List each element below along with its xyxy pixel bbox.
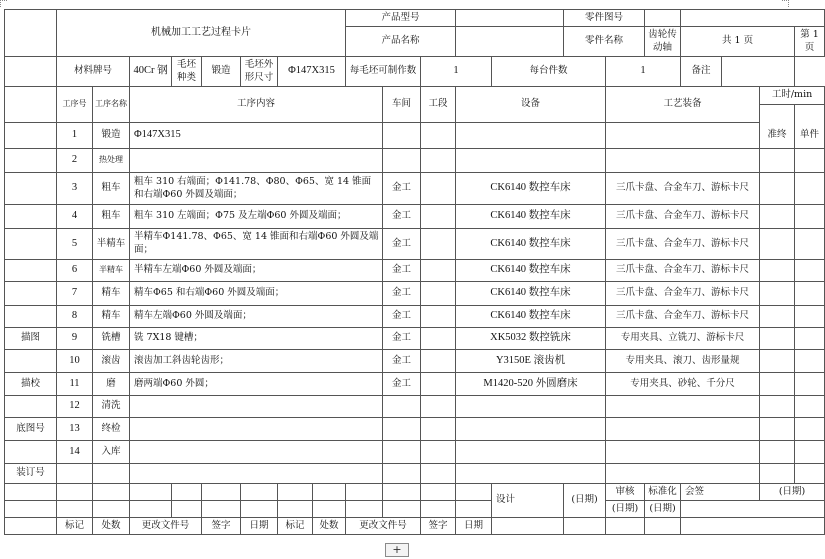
- op-content: Φ147X315: [130, 123, 383, 149]
- op-content: [130, 418, 383, 441]
- side-label-binding-no: 装订号: [5, 464, 57, 484]
- op-name: 磨: [93, 373, 130, 396]
- sign-cell[interactable]: [130, 501, 172, 518]
- sign-cell[interactable]: [278, 484, 313, 501]
- op-content: 铣 7X18 键槽；: [130, 328, 383, 350]
- op-equipment: [456, 123, 606, 149]
- review-date[interactable]: (日期): [606, 501, 645, 518]
- op-content: 磨两端Φ60 外圆；: [130, 373, 383, 396]
- op-name: 入库: [93, 441, 130, 464]
- parts-per-blank-value: 1: [421, 57, 492, 87]
- op-equipment: [456, 149, 606, 173]
- op-section: [421, 260, 456, 282]
- op-section: [421, 350, 456, 373]
- op-name: 滚齿: [93, 350, 130, 373]
- op-section: [421, 229, 456, 260]
- op-equipment: [456, 441, 606, 464]
- margin-blank: [5, 441, 57, 464]
- op-unit-time: [795, 149, 825, 173]
- op-equipment: XK5032 数控铣床: [456, 328, 606, 350]
- side-label-base-drawing-no: 底图号: [5, 418, 57, 441]
- op-name: 粗车: [93, 205, 130, 229]
- blank-cell: [130, 464, 383, 484]
- corner-blank: [5, 10, 57, 57]
- process-card-table: [4, 9, 825, 535]
- sign-cell[interactable]: [57, 501, 93, 518]
- col-header-workshop: 车间: [383, 87, 421, 123]
- blank-cell: [93, 464, 130, 484]
- sign-cell[interactable]: [202, 501, 241, 518]
- op-tooling: 三爪卡盘、合金车刀、游标卡尺: [606, 229, 760, 260]
- op-workshop: 金工: [383, 260, 421, 282]
- margin-blank: [5, 87, 57, 123]
- op-name: 终检: [93, 418, 130, 441]
- part-drawing-no-value[interactable]: [681, 10, 825, 27]
- op-equipment: M1420-520 外圆磨床: [456, 373, 606, 396]
- op-no: 10: [57, 350, 93, 373]
- blank-type-label: 毛坯种类: [172, 57, 202, 87]
- sign-cell[interactable]: [93, 501, 130, 518]
- margin-blank: [5, 518, 57, 535]
- op-section: [421, 373, 456, 396]
- col-header-op-no: 工序号: [57, 87, 93, 123]
- design-label: 设计: [492, 484, 564, 518]
- op-prep-time: [760, 373, 795, 396]
- op-name: 热处理: [93, 149, 130, 173]
- blank-cell: [564, 518, 606, 535]
- op-content: 半精车Φ141.78、Φ65、宽 14 锥面和右端Φ60 外圆及端面；: [130, 229, 383, 260]
- remarks-label: 备注: [681, 57, 722, 87]
- op-unit-time: [795, 282, 825, 306]
- op-equipment: Y3150E 滚齿机: [456, 350, 606, 373]
- margin-blank: [5, 282, 57, 306]
- op-unit-time: [795, 396, 825, 418]
- sign-cell[interactable]: [421, 484, 456, 501]
- side-label-trace: 描图: [5, 328, 57, 350]
- page-number: 第 1 页: [795, 27, 825, 57]
- op-prep-time: [760, 418, 795, 441]
- op-no: 12: [57, 396, 93, 418]
- op-unit-time: [795, 205, 825, 229]
- op-name: 半精车: [93, 229, 130, 260]
- op-name: 锻造: [93, 123, 130, 149]
- part-name-label: 零件名称: [564, 27, 645, 57]
- op-content: 滚齿加工斜齿轮齿形；: [130, 350, 383, 373]
- margin-blank: [5, 205, 57, 229]
- op-content: [130, 441, 383, 464]
- hours-blank-right: [795, 105, 825, 123]
- op-no: 3: [57, 173, 93, 205]
- op-no: 4: [57, 205, 93, 229]
- op-no: 6: [57, 260, 93, 282]
- op-section: [421, 149, 456, 173]
- op-workshop: 金工: [383, 373, 421, 396]
- op-prep-time: [760, 396, 795, 418]
- op-name: 清洗: [93, 396, 130, 418]
- countersign-date[interactable]: (日期): [760, 484, 825, 501]
- col-header-equipment: 设备: [456, 87, 606, 123]
- footer-change-doc-label: 更改文件号: [346, 518, 421, 535]
- op-workshop: 金工: [383, 306, 421, 328]
- part-drawing-no-label: 零件图号: [564, 10, 645, 27]
- margin-blank: [5, 173, 57, 205]
- margin-blank: [5, 396, 57, 418]
- blank-cell: [645, 518, 681, 535]
- op-unit-time: [795, 350, 825, 373]
- op-content: 半精车左端Φ60 外圆及端面；: [130, 260, 383, 282]
- sign-cell[interactable]: [93, 484, 130, 501]
- hours-prep-label: 准终: [760, 123, 795, 149]
- op-equipment: CK6140 数控车床: [456, 205, 606, 229]
- op-section: [421, 396, 456, 418]
- parts-per-blank-label: 每毛坯可制作数: [346, 57, 421, 87]
- op-prep-time: [760, 149, 795, 173]
- margin-blank: [5, 350, 57, 373]
- op-no: 1: [57, 123, 93, 149]
- sign-cell[interactable]: [202, 484, 241, 501]
- review-label: 审核: [606, 484, 645, 501]
- sign-cell[interactable]: [130, 484, 172, 501]
- sign-cell[interactable]: [346, 501, 383, 518]
- op-unit-time: [795, 418, 825, 441]
- margin-blank: [5, 306, 57, 328]
- parts-per-machine-label: 每台件数: [492, 57, 606, 87]
- product-model-value[interactable]: [456, 10, 564, 27]
- blank-cell: [421, 464, 456, 484]
- op-content: [130, 396, 383, 418]
- op-workshop: 金工: [383, 328, 421, 350]
- countersign-label: 会签: [681, 484, 760, 501]
- op-prep-time: [760, 441, 795, 464]
- sign-cell[interactable]: [346, 484, 383, 501]
- op-section: [421, 205, 456, 229]
- margin-blank: [5, 260, 57, 282]
- standardize-date[interactable]: (日期): [645, 501, 681, 518]
- op-content: 粗车 310 右端面；Φ141.78、Φ80、Φ65、宽 14 锥面和右端Φ60 外圆及端面；: [130, 173, 383, 205]
- col-header-tooling: 工艺装备: [606, 87, 760, 123]
- product-name-label: 产品名称: [346, 27, 456, 57]
- blank-cell: [57, 464, 93, 484]
- sign-cell[interactable]: [278, 501, 313, 518]
- margin-blank: [5, 229, 57, 260]
- margin-blank: [5, 57, 57, 87]
- footer-signature-label: 签字: [421, 518, 456, 535]
- op-equipment: CK6140 数控车床: [456, 306, 606, 328]
- op-no: 13: [57, 418, 93, 441]
- product-name-value[interactable]: [456, 27, 564, 57]
- col-header-section: 工段: [421, 87, 456, 123]
- blank-size-label: 毛坯外形尺寸: [241, 57, 278, 87]
- op-tooling: 三爪卡盘、合金车刀、游标卡尺: [606, 306, 760, 328]
- op-section: [421, 306, 456, 328]
- op-no: 7: [57, 282, 93, 306]
- op-section: [421, 418, 456, 441]
- product-model-label: 产品型号: [346, 10, 456, 27]
- parts-per-machine-value: 1: [606, 57, 681, 87]
- op-no: 5: [57, 229, 93, 260]
- sign-cell[interactable]: [313, 501, 346, 518]
- footer-count-label: 处数: [313, 518, 346, 535]
- card-title: 机械加工工艺过程卡片: [57, 10, 346, 57]
- op-no: 11: [57, 373, 93, 396]
- op-equipment: CK6140 数控车床: [456, 282, 606, 306]
- op-tooling: [606, 441, 760, 464]
- op-unit-time: [795, 328, 825, 350]
- sign-cell[interactable]: [313, 484, 346, 501]
- op-unit-time: [795, 229, 825, 260]
- blank-cell: [492, 518, 564, 535]
- op-workshop: 金工: [383, 282, 421, 306]
- op-tooling: [606, 123, 760, 149]
- op-prep-time: [760, 306, 795, 328]
- op-prep-time: [760, 173, 795, 205]
- page-corner-mark-left: [0, 0, 7, 7]
- blank-cell: [606, 464, 760, 484]
- op-no: 14: [57, 441, 93, 464]
- op-tooling: [606, 418, 760, 441]
- margin-blank: [5, 501, 57, 518]
- remarks-value[interactable]: [722, 57, 795, 87]
- sign-cell[interactable]: [456, 484, 492, 501]
- footer-signature-label: 签字: [202, 518, 241, 535]
- op-prep-time: [760, 260, 795, 282]
- margin-blank: [5, 149, 57, 173]
- op-equipment: [456, 418, 606, 441]
- part-drawing-no-aux[interactable]: [645, 10, 681, 27]
- op-unit-time: [795, 173, 825, 205]
- op-no: 2: [57, 149, 93, 173]
- footer-change-doc-label: 更改文件号: [130, 518, 202, 535]
- op-prep-time: [760, 328, 795, 350]
- op-name: 半精车: [93, 260, 130, 282]
- op-tooling: 三爪卡盘、合金车刀、游标卡尺: [606, 173, 760, 205]
- op-workshop: [383, 441, 421, 464]
- op-workshop: 金工: [383, 205, 421, 229]
- op-unit-time: [795, 441, 825, 464]
- op-section: [421, 123, 456, 149]
- sign-cell[interactable]: [172, 501, 202, 518]
- col-header-hours: 工时/min: [760, 87, 825, 105]
- sign-cell[interactable]: [241, 501, 278, 518]
- blank-type-value: 锻造: [202, 57, 241, 87]
- op-tooling: 专用夹具、立铣刀、游标卡尺: [606, 328, 760, 350]
- footer-count-label: 处数: [93, 518, 130, 535]
- op-prep-time: [760, 229, 795, 260]
- blank-cell: [456, 464, 606, 484]
- op-section: [421, 441, 456, 464]
- op-no: 8: [57, 306, 93, 328]
- op-name: 粗车: [93, 173, 130, 205]
- op-unit-time: [795, 373, 825, 396]
- op-no: 9: [57, 328, 93, 350]
- op-content: 精车左端Φ60 外圆及端面；: [130, 306, 383, 328]
- op-workshop: 金工: [383, 173, 421, 205]
- op-content: 粗车 310 左端面；Φ75 及左端Φ60 外圆及端面；: [130, 205, 383, 229]
- hours-unit-label: 单件: [795, 123, 825, 149]
- op-name: 精车: [93, 306, 130, 328]
- sign-cell[interactable]: [383, 501, 421, 518]
- design-date[interactable]: (日期): [564, 484, 606, 518]
- sign-cell[interactable]: [383, 484, 421, 501]
- op-equipment: CK6140 数控车床: [456, 260, 606, 282]
- countersign-blank[interactable]: [681, 501, 825, 518]
- col-header-op-name: 工序名称: [93, 87, 130, 123]
- op-tooling: 三爪卡盘、合金车刀、游标卡尺: [606, 260, 760, 282]
- op-equipment: [456, 396, 606, 418]
- sign-cell[interactable]: [421, 501, 456, 518]
- side-label-trace-check: 描校: [5, 373, 57, 396]
- op-workshop: [383, 418, 421, 441]
- add-row-button[interactable]: +: [385, 543, 409, 557]
- page-corner-mark-right: [782, 0, 789, 7]
- blank-size-value: Φ147X315: [278, 57, 346, 87]
- op-section: [421, 282, 456, 306]
- blank-cell: [681, 518, 825, 535]
- sign-cell[interactable]: [456, 501, 492, 518]
- total-pages: 共 1 页: [681, 27, 795, 57]
- standardize-label: 标准化: [645, 484, 681, 501]
- blank-cell: [795, 464, 825, 484]
- op-tooling: 专用夹具、砂轮、千分尺: [606, 373, 760, 396]
- footer-mark-label: 标记: [57, 518, 93, 535]
- margin-blank: [5, 484, 57, 501]
- margin-blank: [5, 123, 57, 149]
- col-header-op-content: 工序内容: [130, 87, 383, 123]
- op-workshop: [383, 123, 421, 149]
- op-unit-time: [795, 260, 825, 282]
- op-tooling: 专用夹具、滚刀、齿形量规: [606, 350, 760, 373]
- op-content: 精车Φ65 和右端Φ60 外圆及端面；: [130, 282, 383, 306]
- blank-cell: [606, 518, 645, 535]
- op-tooling: [606, 396, 760, 418]
- footer-date-label: 日期: [456, 518, 492, 535]
- hours-blank-left: [760, 105, 795, 123]
- op-tooling: 三爪卡盘、合金车刀、游标卡尺: [606, 205, 760, 229]
- op-workshop: 金工: [383, 350, 421, 373]
- op-section: [421, 173, 456, 205]
- footer-date-label: 日期: [241, 518, 278, 535]
- op-equipment: CK6140 数控车床: [456, 173, 606, 205]
- blank-cell: [760, 464, 795, 484]
- material-value: 40Cr 钢: [130, 57, 172, 87]
- op-equipment: CK6140 数控车床: [456, 229, 606, 260]
- op-name: 铣槽: [93, 328, 130, 350]
- sign-cell[interactable]: [172, 484, 202, 501]
- op-workshop: 金工: [383, 229, 421, 260]
- op-workshop: [383, 396, 421, 418]
- op-prep-time: [760, 350, 795, 373]
- op-content: [130, 149, 383, 173]
- op-prep-time: [760, 205, 795, 229]
- op-unit-time: [795, 306, 825, 328]
- footer-mark-label: 标记: [278, 518, 313, 535]
- material-no-label: 材料牌号: [57, 57, 130, 87]
- part-name-value: 齿轮传动轴: [645, 27, 681, 57]
- op-workshop: [383, 149, 421, 173]
- op-name: 精车: [93, 282, 130, 306]
- sign-cell[interactable]: [241, 484, 278, 501]
- blank-cell: [383, 464, 421, 484]
- op-section: [421, 328, 456, 350]
- op-tooling: [606, 149, 760, 173]
- op-prep-time: [760, 282, 795, 306]
- op-tooling: 三爪卡盘、合金车刀、游标卡尺: [606, 282, 760, 306]
- sign-cell[interactable]: [57, 484, 93, 501]
